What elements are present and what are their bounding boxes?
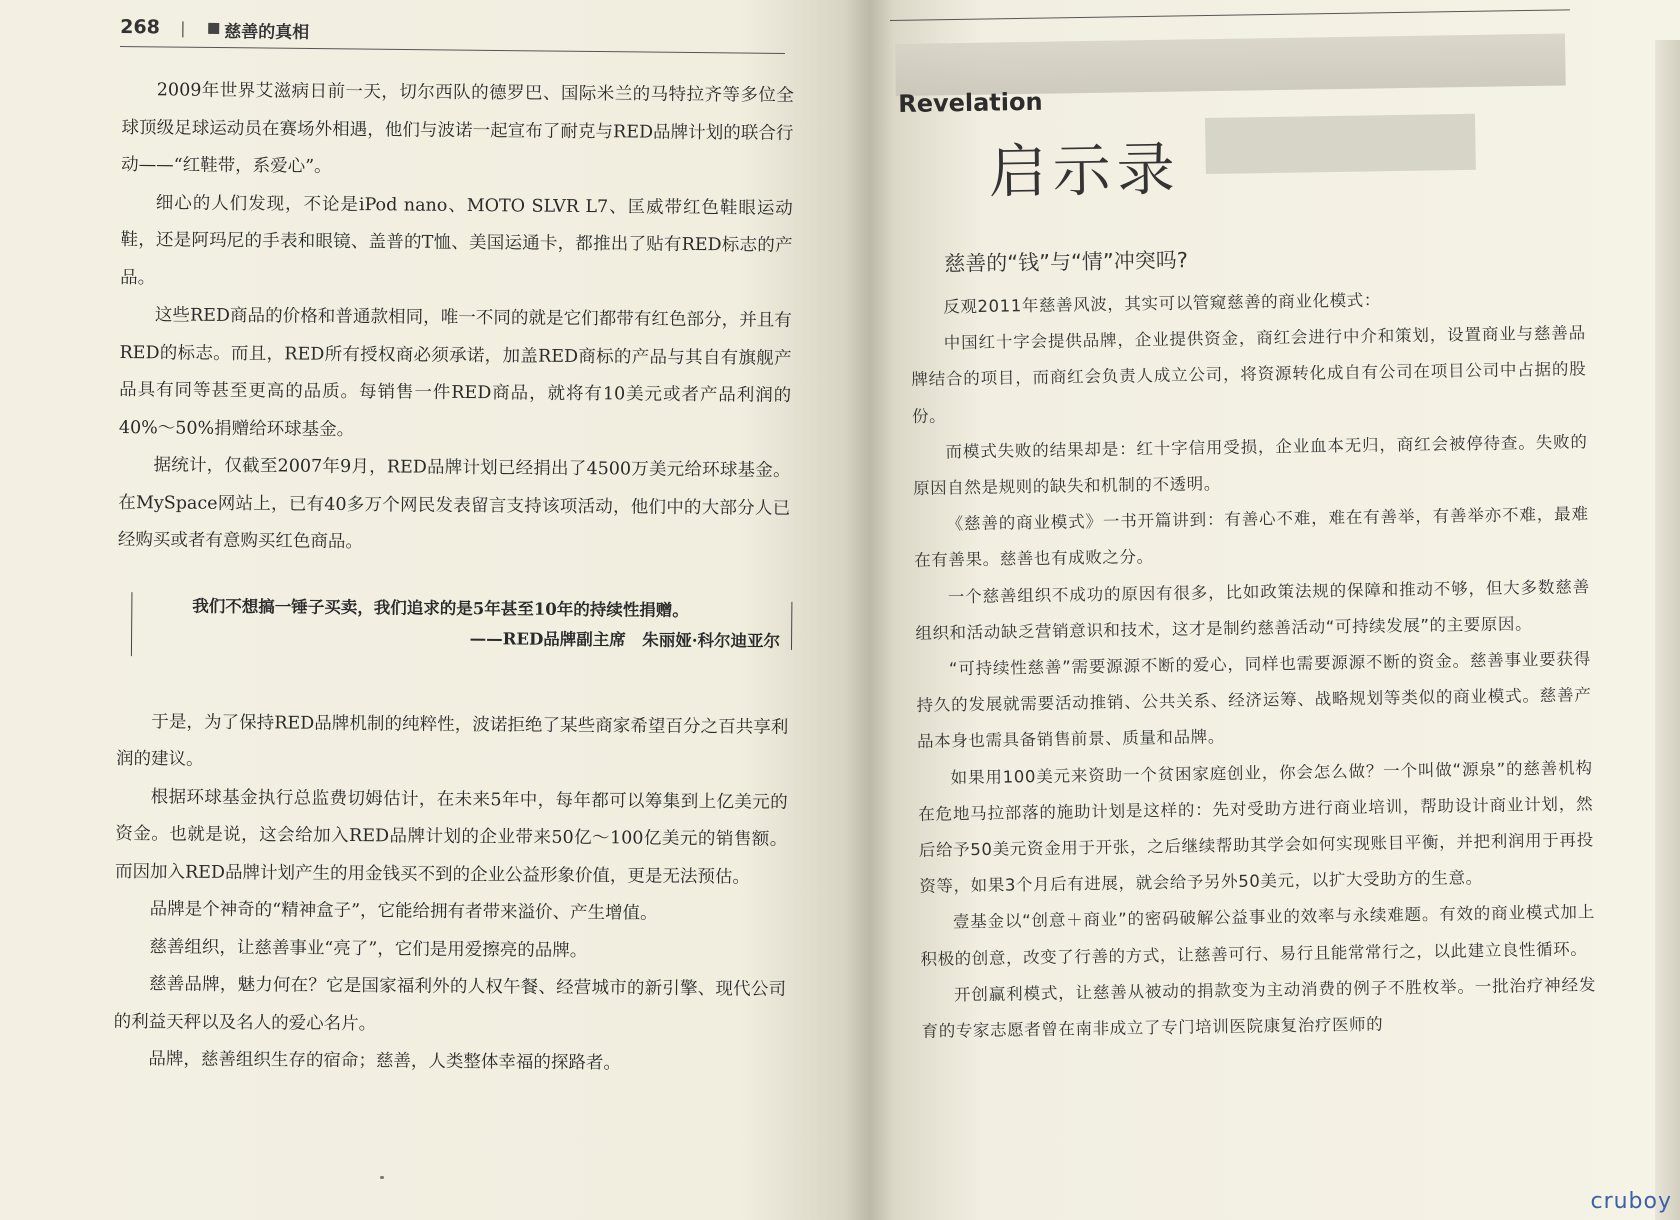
paragraph: 《慈善的商业模式》一书开篇讲到：有善心不难，难在有善举，有善举亦不难，最难在有善果。慈善也有成败之分。 (914, 504, 1589, 571)
watermark: cruboy (1590, 1189, 1672, 1214)
section-title: 启示录 (988, 134, 1182, 206)
paragraph: 这些RED商品的价格和普通款相同，唯一不同的就是它们都带有红色部分，并且有RED的标志。而且，RED所有授权商必须承诺，加盖RED商标的产品与其自有旗舰产品具有同等甚至更高的品质。每销售一件RED商品，就将有10美元或者产品利润的40%～50%捐赠给环球基金。 (118, 305, 792, 440)
section-subtitle: 慈善的“钱”与“情”冲突吗? (944, 248, 1189, 276)
paragraph: 慈善组织，让慈善事业“亮了”，它们是用爱擦亮的品牌。 (149, 936, 588, 961)
right-page-body (910, 279, 1597, 1050)
paragraph: 中国红十字会提供品牌，企业提供资金，商红会进行中介和策划，设置商业与慈善品牌结合的项目，而商红会负责人成立公司，将资源转化成自有公司在项目公司中占据的股份。 (911, 323, 1587, 426)
paragraph: “可持续性慈善”需要源源不断的爱心，同样也需要源源不断的资金。慈善事业要获得持久的发展就需要活动推销、公共关系、经济运筹、战略规划等类似的商业模式。慈善产品本身也需具备销售前景、质量和品牌。 (916, 649, 1592, 752)
paragraph: 品牌，慈善组织生存的宿命；慈善，人类整体幸福的探路者。 (148, 1049, 621, 1074)
title-band (1205, 114, 1476, 174)
square-bullet-icon (208, 23, 219, 34)
paragraph: 反观2011年慈善风波，其实可以管窥慈善的商业化模式： (943, 290, 1382, 317)
paragraph: 2009年世界艾滋病日前一天，切尔西队的德罗巴、国际米兰的马特拉齐等多位全球顶级足球运动员在赛场外相遇，他们与波诺一起宣布了耐克与RED品牌计划的联合行动——“红鞋带，系爱心”。 (121, 80, 794, 177)
paragraph: 一个慈善组织不成功的原因有很多，比如政策法规的保障和推动不够，但大多数慈善组织和活动缺乏营销意识和技术，这才是制约慈善活动“可持续发展”的主要原因。 (915, 576, 1590, 643)
chapter-title: 慈善的真相 (224, 22, 310, 43)
paragraph: 壹基金以“创意＋商业”的密码破解公益事业的效率与永续难题。有效的商业模式加上积极的创意，改变了行善的方式，让慈善可行、易行且能常常行之，以此建立良性循环。 (920, 902, 1596, 969)
header-band (895, 33, 1566, 96)
paragraph: 如果用100美元来资助一个贫困家庭创业，你会怎么做？一个叫做“源泉”的慈善机构在危地马拉部落的施助计划是这样的：先对受助方进行商业培训，帮助设计商业计划，然后给予50美元资金用于开张，之后继续帮助其学会如何实现账目平衡，并把利润用于再投资等，如果3个月后有进展，就会给予另外50美元，以扩大受助方的生意。 (918, 757, 1594, 897)
section-label: Revelation (898, 87, 1043, 118)
quote-text: 我们不想搞一锤子买卖，我们追求的是5年甚至10年的持续性捐赠。 (192, 596, 689, 620)
print-speck (380, 1176, 384, 1179)
paragraph: 根据环球基金执行总监费切姆估计，在未来5年中，每年都可以筹集到上亿美元的资金。也就是说，这会给加入RED品牌计划的企业带来50亿～100亿美元的销售额。而因加入RED品牌计划产生的用金钱买不到的企业公益形象价值，更是无法预估。 (114, 786, 788, 888)
header-separator: | (180, 18, 186, 38)
paragraph: 据统计，仅截至2007年9月，RED品牌计划已经捐出了4500万美元给环球基金。在MySpace网站上，已有40多万个网民发表留言支持该项活动，他们中的大部分人已经购买或者有意购买红色商品。 (117, 455, 791, 553)
page-edge (1655, 40, 1680, 1220)
paragraph: 而模式失败的结果却是：红十字信用受损，企业血本无归，商红会被停待查。失败的原因自然是规则的缺失和机制的不透明。 (912, 432, 1588, 498)
paragraph: 于是，为了保持RED品牌机制的纯粹性，波诺拒绝了某些商家希望百分之百共享利润的建议。 (115, 711, 789, 770)
pull-quote (131, 592, 793, 662)
left-page-body (113, 72, 794, 1084)
paragraph: 细心的人们发现，不论是iPod nano、MOTO SLVR L7、匡威带红色鞋眼运动鞋，还是阿玛尼的手表和眼镜、盖普的T恤、美国运通卡，都推出了贴有RED标志的产品。 (120, 192, 793, 288)
page-number: 268 (120, 16, 160, 39)
paragraph: 慈善品牌，魅力何在？它是国家福利外的人权午餐、经营城市的新引擎、现代公司的利益天秤以及名人的爱心名片。 (113, 974, 787, 1034)
paragraph: 开创赢利模式，让慈善从被动的捐款变为主动消费的例子不胜枚举。一批治疗神经发育的专家志愿者曾在南非成立了专门培训医院康复治疗医师的 (921, 975, 1597, 1041)
quote-attribution: ——RED品牌副主席 朱丽娅·科尔迪亚尔 (469, 628, 781, 651)
paragraph: 品牌是个神奇的“精神盒子”，它能给拥有者带来溢价、产生增值。 (149, 899, 658, 924)
